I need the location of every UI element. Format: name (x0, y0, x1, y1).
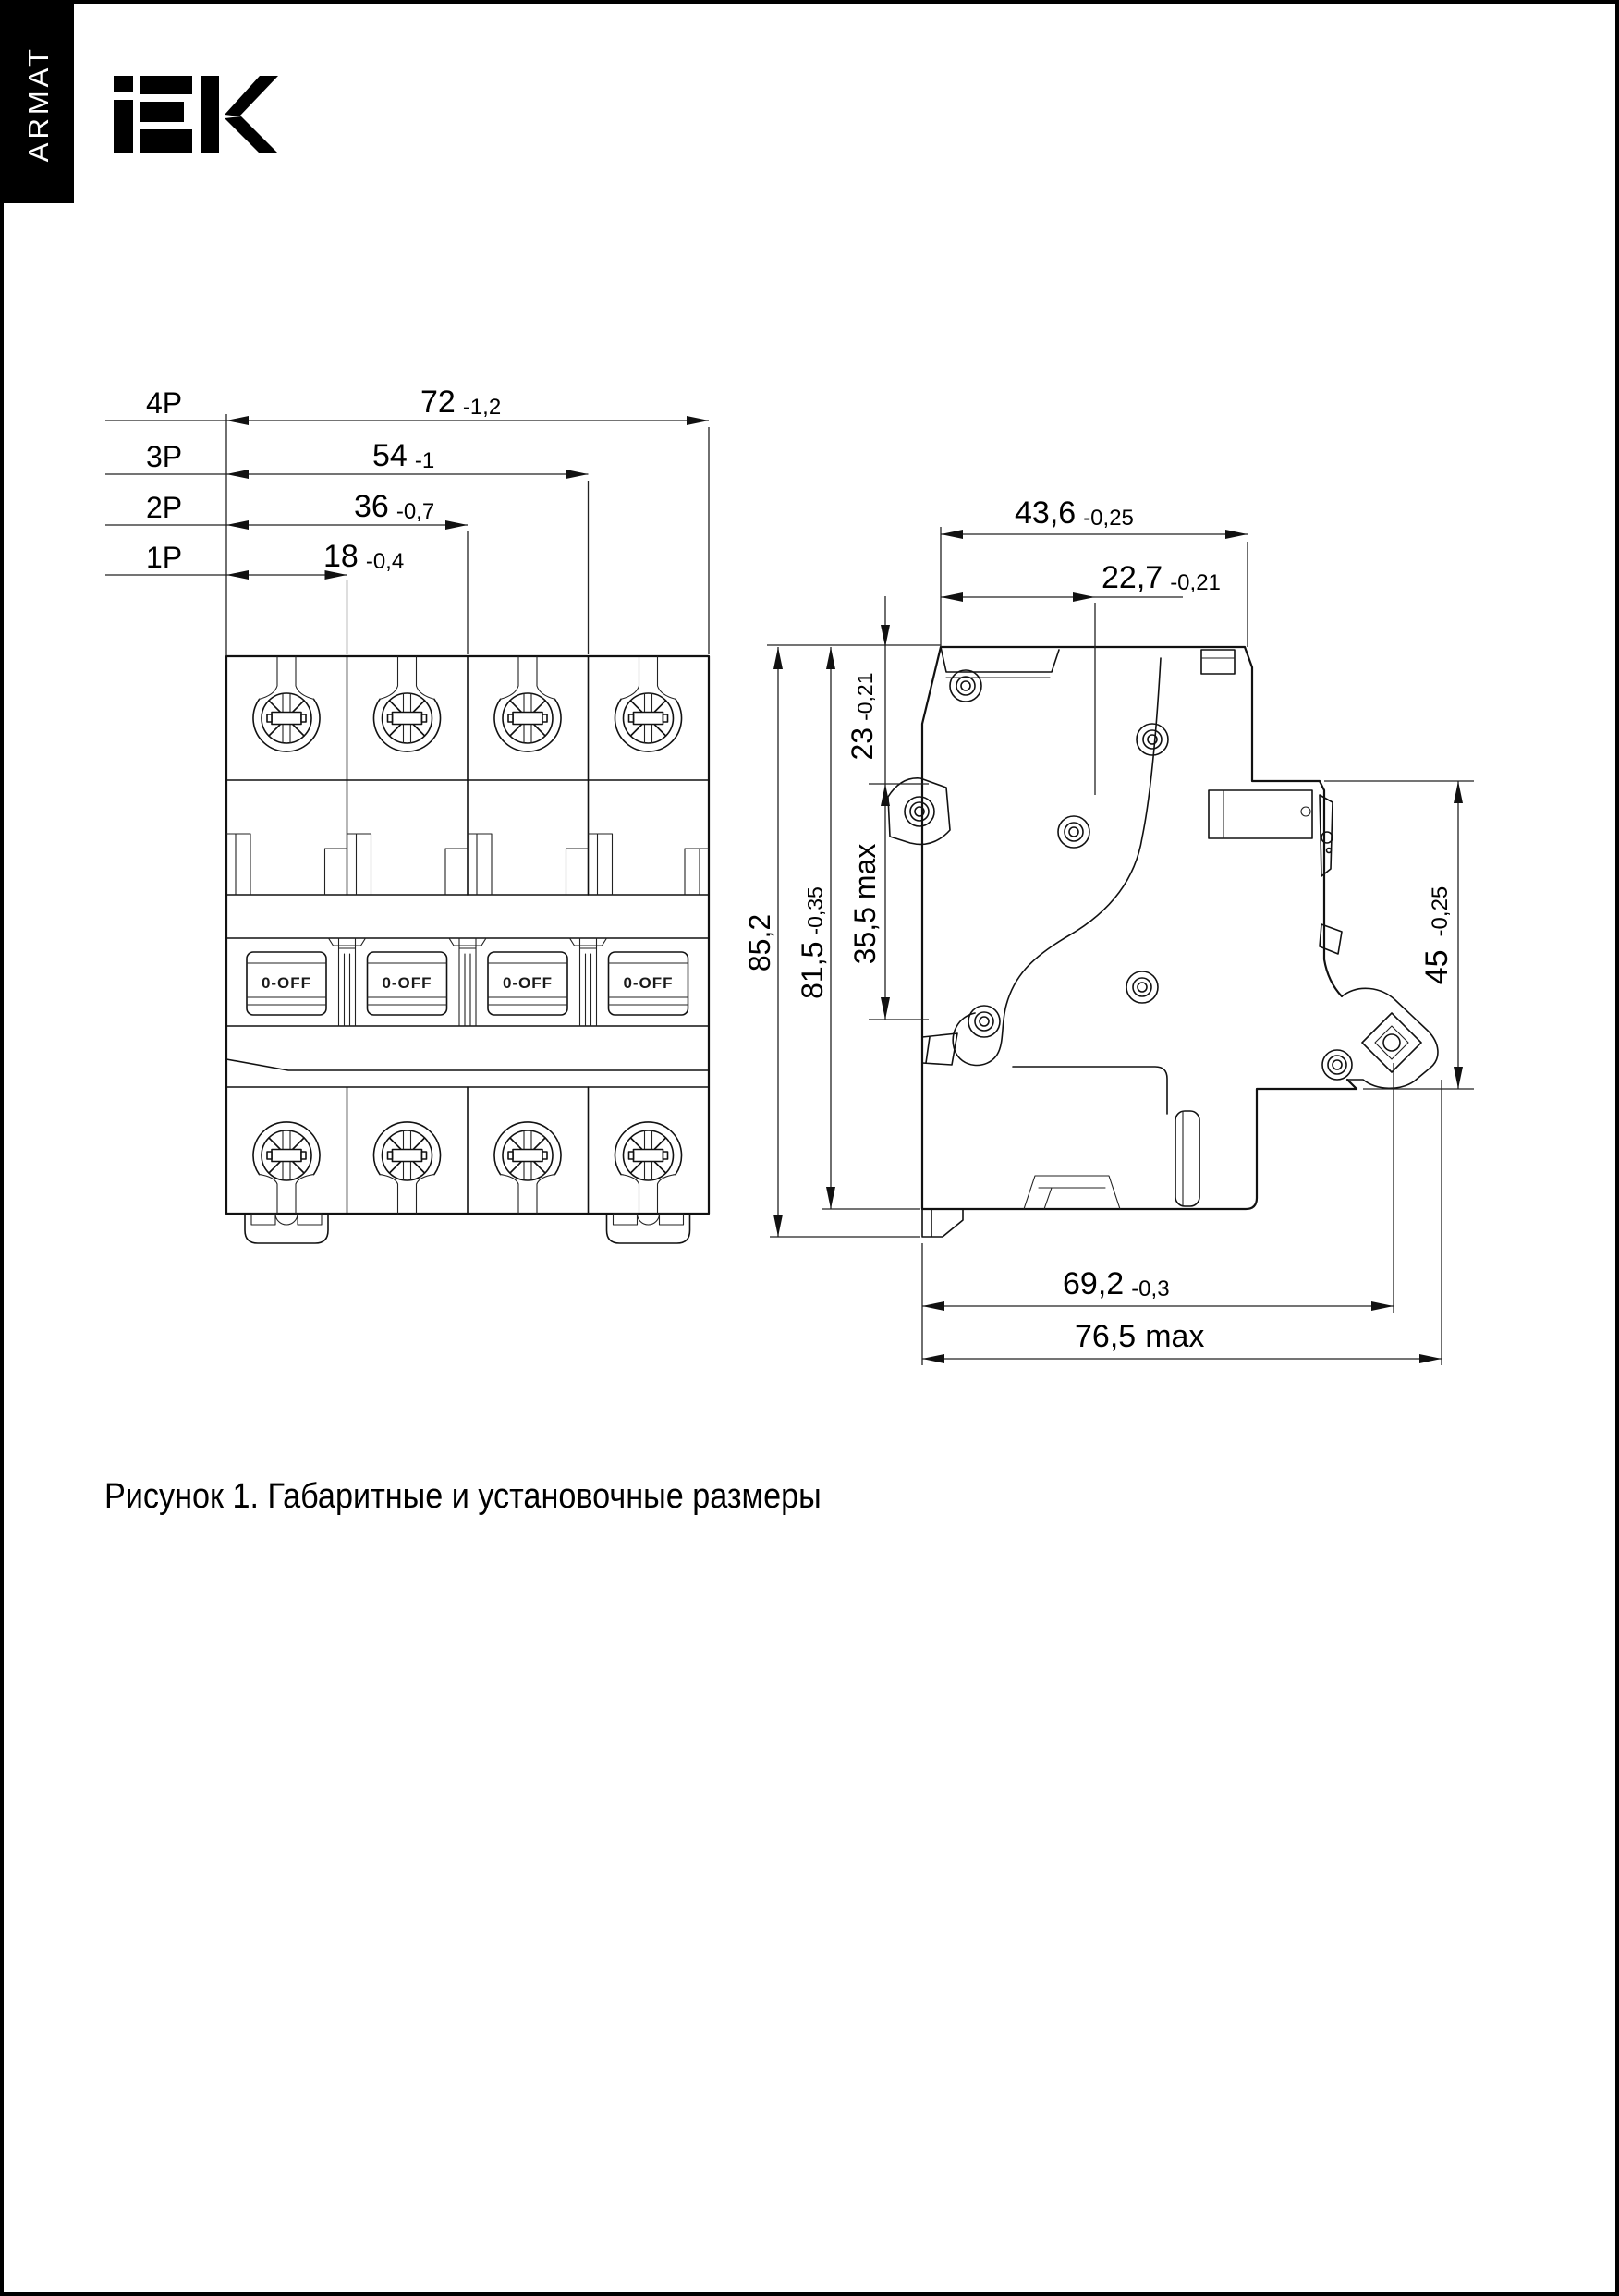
dim-72: 72 -1,2 (420, 385, 502, 420)
dim-54: 54 -1 (372, 438, 435, 473)
dim-36: 36 -0,7 (354, 489, 435, 524)
side-view (743, 495, 1474, 1365)
dim-22-7: 22,7 -0,21 (1102, 560, 1221, 595)
iek-logo (114, 76, 278, 153)
toggle-handles (247, 938, 688, 1026)
pole-label-1p: 1P (146, 541, 183, 574)
side-view-dimensions (743, 495, 1474, 1365)
toggle-label: 0-OFF (261, 974, 312, 992)
figure-caption: Рисунок 1. Габаритные и установочные размеры (104, 1477, 822, 1516)
front-view (105, 385, 709, 1243)
side-view-inner-contour (953, 658, 1199, 1209)
brand-tab-label: ARMAT (22, 44, 55, 163)
dim-45: 45-0,25 (1419, 885, 1455, 985)
toggle-label: 0-OFF (623, 974, 674, 992)
dim-69-2: 69,2 -0,3 (1063, 1266, 1170, 1301)
dim-85-2: 85,2 (743, 913, 776, 972)
side-view-left-details (888, 778, 963, 1237)
dim-23: 23-0,21 (846, 672, 879, 761)
dim-18: 18 -0,4 (323, 539, 405, 574)
din-rail-section (1209, 790, 1312, 838)
mounting-feet (245, 1214, 690, 1243)
front-view-dimensions (105, 385, 709, 656)
terminal-assembly (1322, 988, 1438, 1088)
toggle-label: 0-OFF (382, 974, 432, 992)
dim-81-5: 81,5-0,35 (796, 886, 829, 999)
pole-label-2p: 2P (146, 491, 183, 524)
rivets (950, 670, 1168, 1037)
dim-43-6: 43,6 -0,25 (1015, 495, 1134, 531)
dim-76-5: 76,5 max (1075, 1319, 1205, 1354)
pole-label-4p: 4P (146, 386, 183, 420)
side-view-latch-details (1301, 795, 1342, 954)
pole-label-3p: 3P (146, 440, 183, 473)
dim-35-5: 35,5max (848, 843, 882, 965)
toggle-label: 0-OFF (502, 974, 554, 992)
